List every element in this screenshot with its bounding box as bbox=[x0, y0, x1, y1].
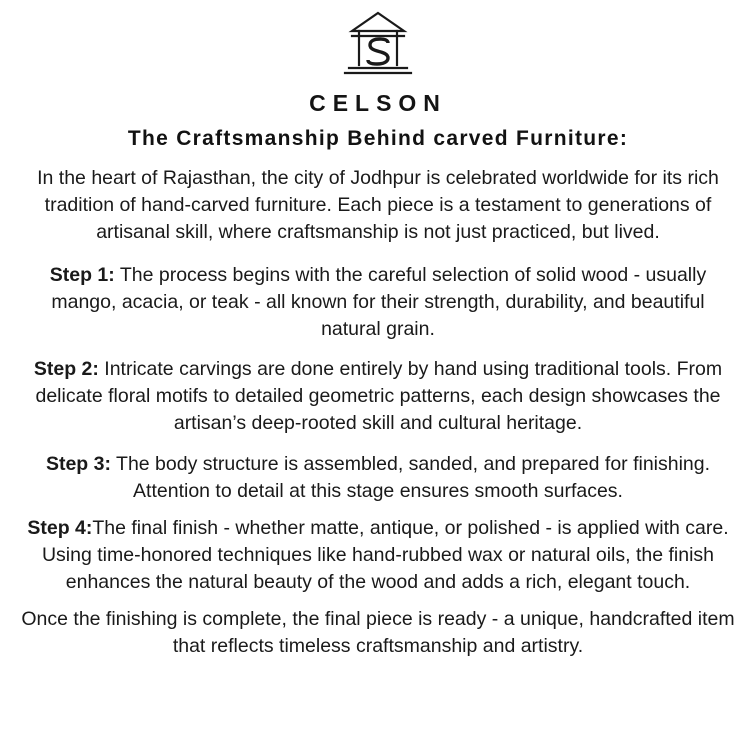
step-2-text: Intricate carvings are done entirely by hand using traditional tools. From delicate floral motifs to detailed geometric patterns, each design showcases the artisan’s deep-rooted skill and cultural heritage. bbox=[35, 358, 723, 435]
step-1-text: The process begins with the careful selection of solid wood - usually mango, acacia, or teak - all known for their strength, durability, and beautiful natural grain. bbox=[51, 263, 707, 340]
house-monogram-logo-icon bbox=[335, 10, 421, 84]
paragraph-step-2 bbox=[20, 356, 736, 437]
paragraph-intro: In the heart of Rajasthan, the city of Jodhpur is celebrated worldwide for its rich tradition of hand-carved furniture. Each piece is a testament to generations of artisanal skill, where craftsmanship is not just practiced, but lived. bbox=[37, 167, 719, 243]
step-2-label: Step 2: bbox=[33, 358, 99, 381]
step-3-label: Step 3: bbox=[45, 453, 111, 476]
step-3-text: The body structure is assembled, sanded, and prepared for finishing. Attention to detail at this stage ensures smooth surfaces. bbox=[110, 453, 711, 503]
step-4-text: The final finish - whether matte, antique, or polished - is applied with care. Using time-honored techniques like hand-rubbed wax or natural oils, the finish enhances the natural beauty of the wood and adds a rich, elegant touch. bbox=[41, 516, 729, 593]
brand-name: CELSON bbox=[309, 90, 447, 116]
step-4-label: Step 4: bbox=[27, 516, 93, 539]
paragraph-step-4 bbox=[20, 515, 736, 596]
paragraph-step-3 bbox=[20, 451, 736, 505]
paragraph-step-1 bbox=[20, 262, 736, 343]
step-1-label: Step 1: bbox=[49, 263, 115, 286]
paragraph-closing: Once the finishing is complete, the final piece is ready - a unique, handcrafted item that reflects timeless craftsmanship and artistry. bbox=[21, 607, 735, 657]
page-title: The Craftsmanship Behind carved Furniture: bbox=[127, 127, 629, 150]
